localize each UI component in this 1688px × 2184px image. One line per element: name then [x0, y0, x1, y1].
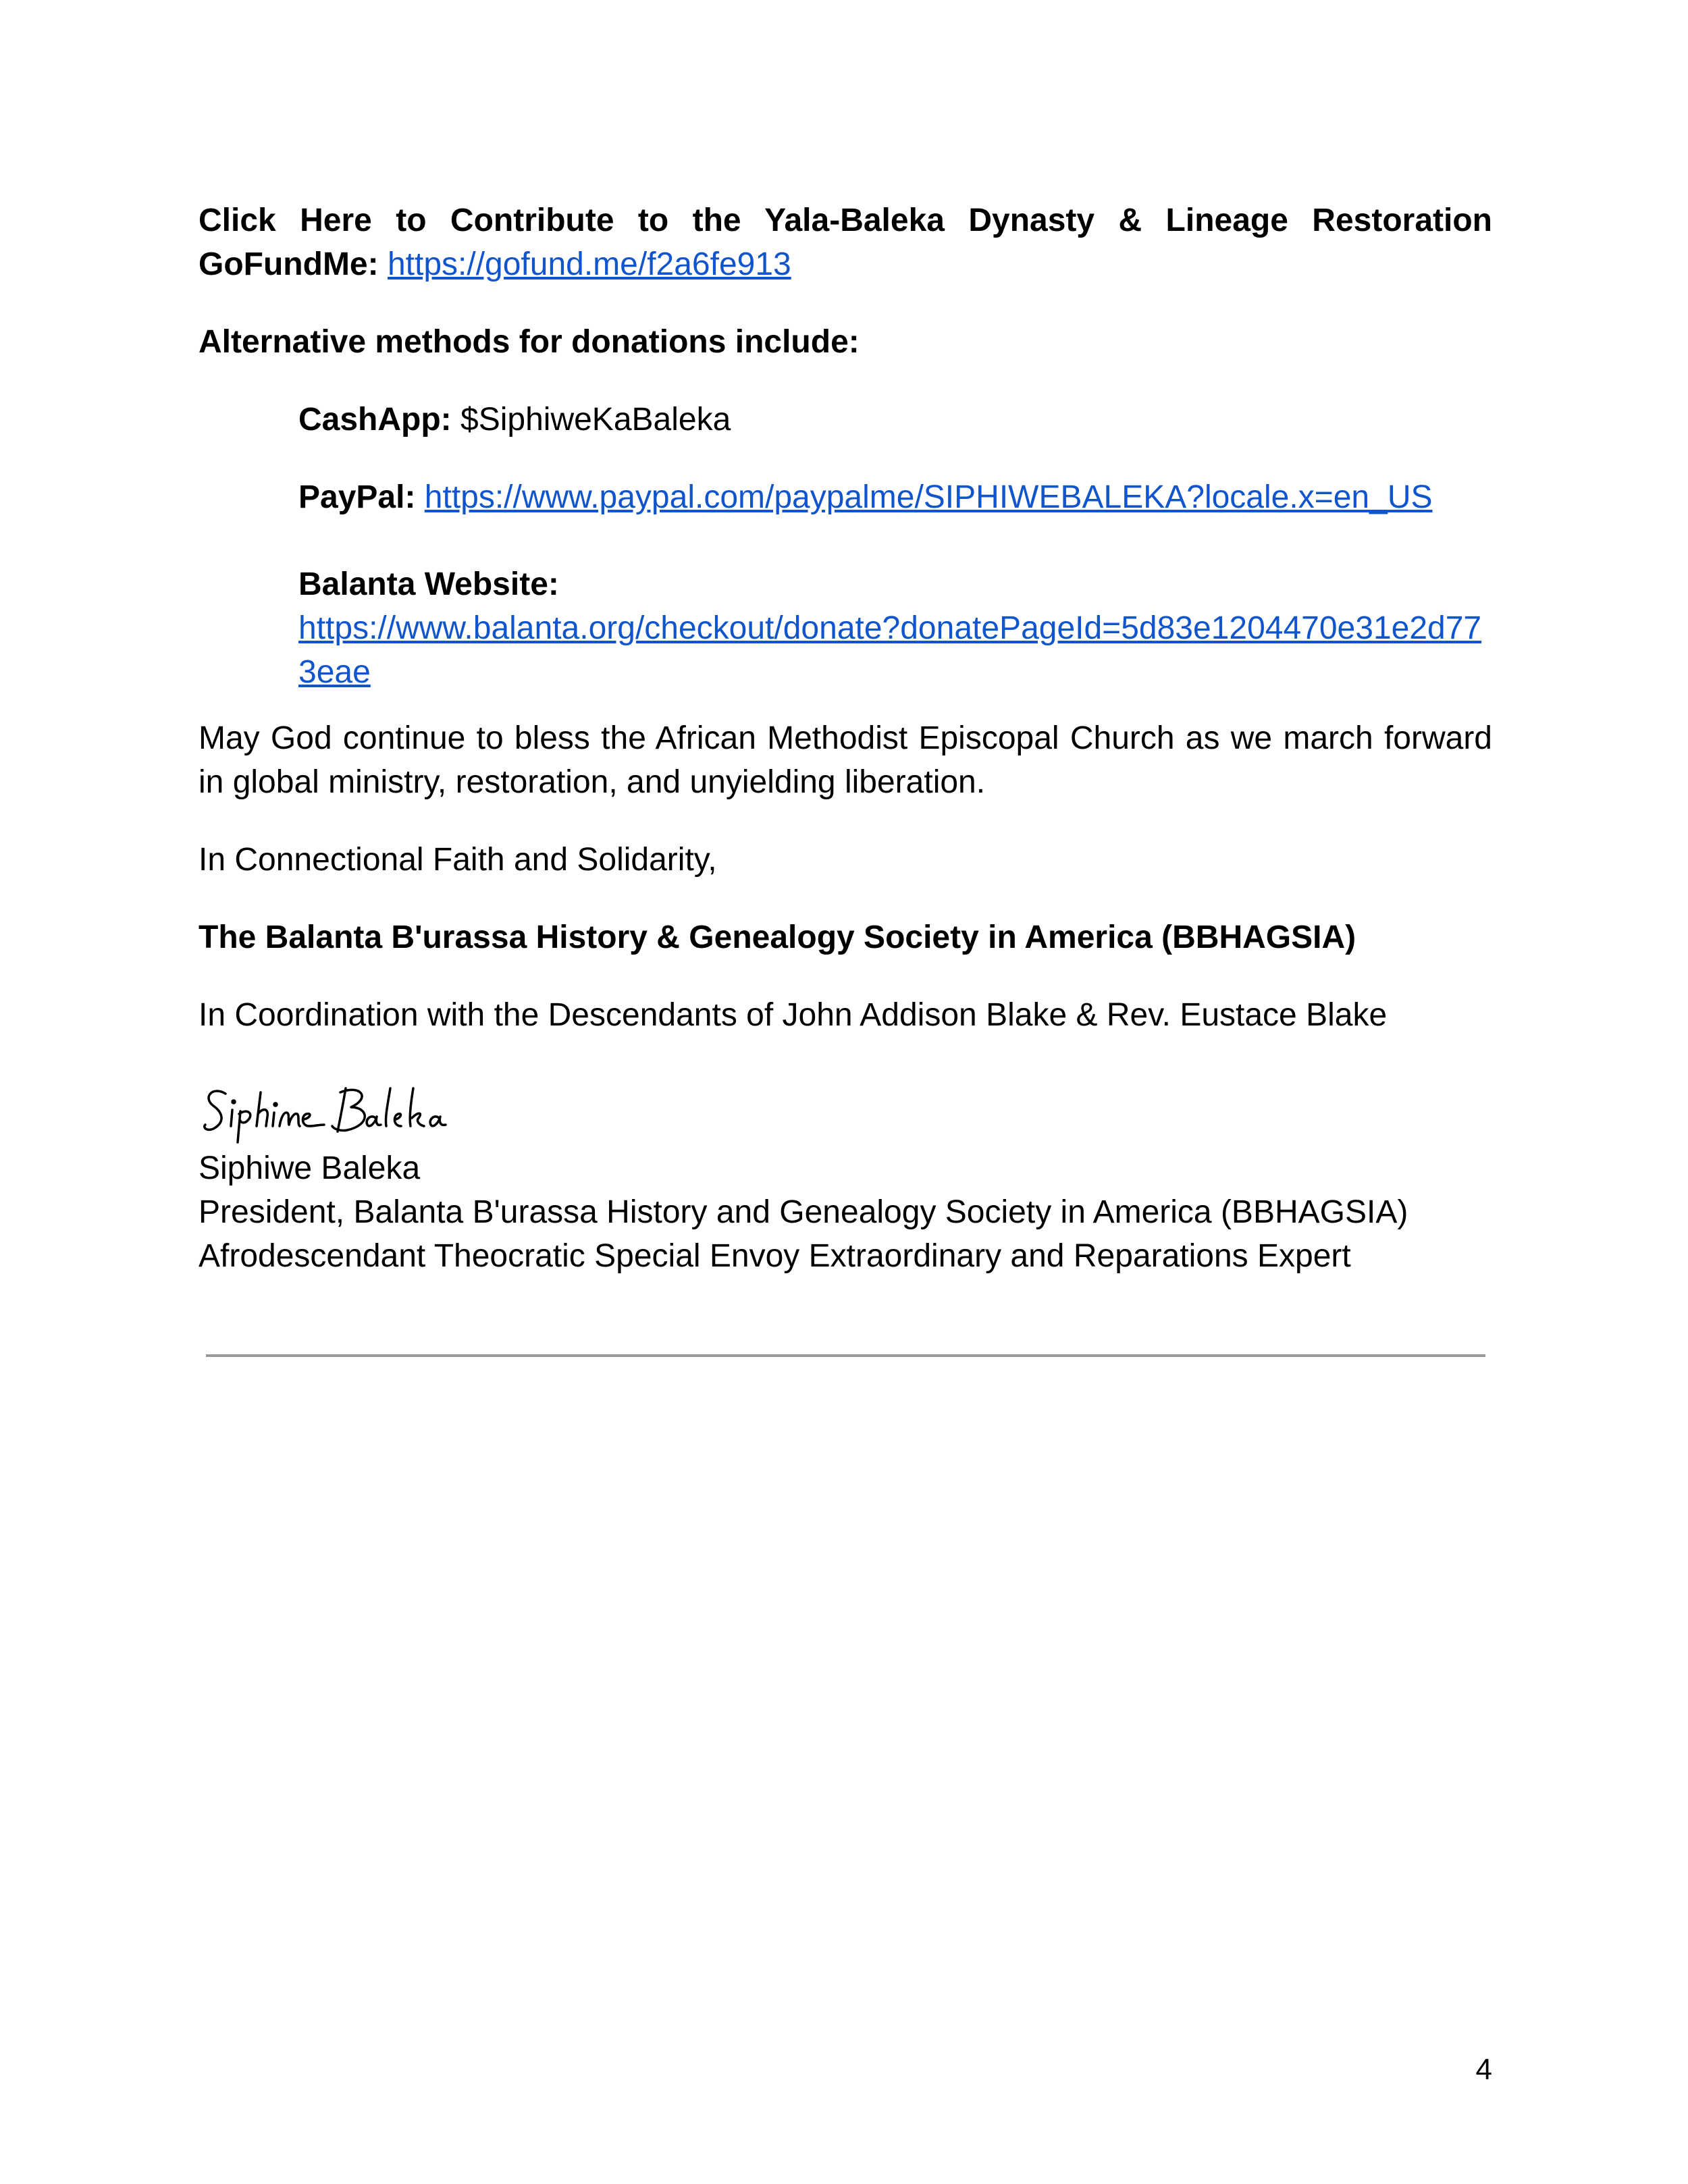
document-page	[199, 198, 1492, 1278]
signer-title-president: President, Balanta B'urassa History and Genealogy Society in America (BBHAGSIA)	[199, 1194, 1408, 1230]
blessing-paragraph: May God continue to bless the African Methodist Episcopal Church as we march forward in global ministry, restoration, and unyielding liberation.	[199, 720, 1492, 800]
coordination-line: In Coordination with the Descendants of John Addison Blake & Rev. Eustace Blake	[199, 997, 1388, 1033]
handwritten-signature	[199, 1077, 1492, 1145]
website-line	[199, 562, 1492, 694]
gofundme-lead: Click Here to Contribute to the Yala-Baleka Dynasty & Lineage Restoration GoFundMe:	[199, 203, 1492, 282]
paypal-label: PayPal:	[298, 479, 416, 515]
page-number: 4	[1475, 2053, 1492, 2086]
website-link[interactable]: https://www.balanta.org/checkout/donate?donatePageId=5d83e1204470e31e2d773eae	[298, 610, 1482, 690]
cashapp-line	[199, 398, 1492, 442]
signer-name: Siphiwe Baleka	[199, 1150, 421, 1186]
paypal-line	[199, 475, 1492, 519]
horizontal-divider	[206, 1354, 1485, 1357]
organization-name: The Balanta B'urassa History & Genealogy Society in America (BBHAGSIA)	[199, 920, 1356, 955]
gofundme-link[interactable]: https://gofund.me/f2a6fe913	[387, 246, 791, 282]
website-label: Balanta Website:	[298, 566, 559, 602]
paypal-link[interactable]: https://www.paypal.com/paypalme/SIPHIWEBALEKA?locale.x=en_US	[424, 479, 1433, 515]
gofundme-paragraph	[199, 198, 1492, 286]
closing-line: In Connectional Faith and Solidarity,	[199, 842, 717, 878]
cashapp-value: $SiphiweKaBaleka	[460, 402, 731, 437]
signer-title-envoy: Afrodescendant Theocratic Special Envoy Extraordinary and Reparations Expert	[199, 1238, 1351, 1274]
alternatives-heading: Alternative methods for donations include:	[199, 324, 860, 360]
cashapp-label: CashApp:	[298, 402, 452, 437]
signature-icon	[199, 1077, 455, 1145]
